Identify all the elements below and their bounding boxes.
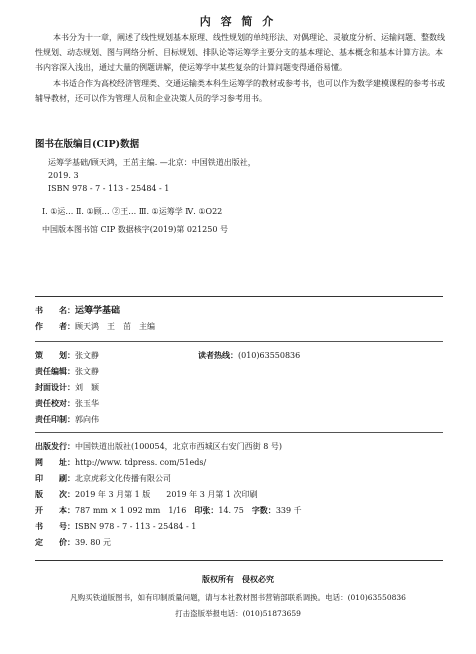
author-value: 顾天鸿 王 茁 主编 xyxy=(75,322,155,331)
cover-design-row xyxy=(35,382,99,394)
copyright-notice: 版权所有 侵权必究 xyxy=(202,574,274,584)
edition-label: 版 次： xyxy=(35,490,75,499)
editor-label: 责任编辑： xyxy=(35,367,75,376)
sheets-value: 14. 75 xyxy=(218,506,252,515)
publisher-label: 出版发行： xyxy=(35,442,75,451)
isbn-row xyxy=(35,521,196,533)
planning-row xyxy=(35,350,99,362)
proofreader-value: 张玉华 xyxy=(75,399,99,408)
price-row xyxy=(35,537,111,549)
summary-paragraph-1: 本书分为十一章，阐述了线性规划基本原理、线性规划的单纯形法、对偶理论、灵敏度分析、运输问题、整数线性规划、动态规划、图与网络分析、目标规划、排队论等运筹学主要分支的基本理论、基本概念和基本计算方法。本书内容深入浅出，通过大量的例题讲解，使运筹学中某些复杂的计算问题变得通俗易懂。 xyxy=(35,33,445,72)
printer-row xyxy=(35,473,171,485)
planning-label: 策 划： xyxy=(35,351,75,360)
book-title-value: 运筹学基础 xyxy=(75,306,121,316)
cip-heading: 图书在版编目(CIP)数据 xyxy=(35,139,140,150)
isbn-label: 书 号： xyxy=(35,522,75,531)
print-manager-row xyxy=(35,414,99,426)
cip-line-2: 2019. 3 xyxy=(48,171,79,180)
website-row xyxy=(35,457,206,469)
piracy-report: 打击盗版举报电话：(010)51873659 xyxy=(175,609,301,618)
planning-value: 张文静 xyxy=(75,351,99,360)
format-label: 开 本： xyxy=(35,506,75,515)
summary-paragraph-2: 本书适合作为高校经济管理类、交通运输类本科生运筹学的教材或参考书，也可以作为数学建模课程的参考书或辅导教材，还可以作为管理人员和企业决策人员的学习参考用书。 xyxy=(35,79,445,103)
hotline-label: 读者热线： xyxy=(198,351,238,360)
book-title-label: 书 名： xyxy=(35,306,75,315)
cip-line-1: 运筹学基础/顾天鸿，王茁主编. —北京：中国铁道出版社， xyxy=(48,158,256,167)
author-label: 作 者： xyxy=(35,322,75,331)
website-label: 网 址： xyxy=(35,458,75,467)
isbn-value: ISBN 978 - 7 - 113 - 25484 - 1 xyxy=(75,522,197,531)
word-count-label: 字数： xyxy=(251,506,276,515)
cip-isbn: ISBN 978 - 7 - 113 - 25484 - 1 xyxy=(48,184,170,193)
word-count-value: 339 千 xyxy=(275,506,302,515)
edition-value: 2019 年 3 月第 1 版 2019 年 3 月第 1 次印刷 xyxy=(75,490,258,499)
price-value: 39. 80 元 xyxy=(75,538,111,547)
editor-row xyxy=(35,366,99,378)
book-title-row xyxy=(35,305,120,317)
cip-classification: Ⅰ. ①运… Ⅱ. ①顾… ②王… Ⅲ. ①运筹学 Ⅳ. ①O22 xyxy=(42,207,223,216)
divider-bottom xyxy=(35,560,443,561)
print-manager-value: 郭向伟 xyxy=(75,415,99,424)
cover-design-label: 封面设计： xyxy=(35,383,75,392)
printer-value: 北京虎彩文化传播有限公司 xyxy=(75,474,171,483)
author-row xyxy=(35,321,155,333)
proofreader-row xyxy=(35,398,99,410)
hotline-value: (010)63550836 xyxy=(238,351,301,360)
editor-value: 张文静 xyxy=(75,367,99,376)
format-row xyxy=(35,505,302,517)
print-manager-label: 责任印制： xyxy=(35,415,75,424)
divider-publication xyxy=(35,432,443,433)
website-value: http://www. tdpress. com/51eds/ xyxy=(75,458,207,467)
sheets-label: 印张： xyxy=(194,506,219,515)
format-value: 787 mm × 1 092 mm 1/16 xyxy=(75,506,195,515)
printer-label: 印 刷： xyxy=(35,474,75,483)
quality-notice: 凡购买铁道版图书，如有印制质量问题，请与本社教材图书营销部联系调换。电话：(010)63550836 xyxy=(70,593,406,602)
cip-record-number: 中国版本图书馆 CIP 数据核字(2019)第 021250 号 xyxy=(42,225,228,234)
cover-design-value: 刘 颖 xyxy=(75,383,99,392)
edition-row xyxy=(35,489,258,501)
price-label: 定 价： xyxy=(35,538,75,547)
divider-top xyxy=(35,296,443,297)
proofreader-label: 责任校对： xyxy=(35,399,75,408)
publisher-row xyxy=(35,441,282,453)
publisher-value: 中国铁道出版社(100054，北京市西城区右安门西街 8 号) xyxy=(75,442,282,451)
page-title: 内 容 简 介 xyxy=(199,15,277,28)
hotline-row xyxy=(198,350,300,362)
divider-staff xyxy=(35,341,443,342)
